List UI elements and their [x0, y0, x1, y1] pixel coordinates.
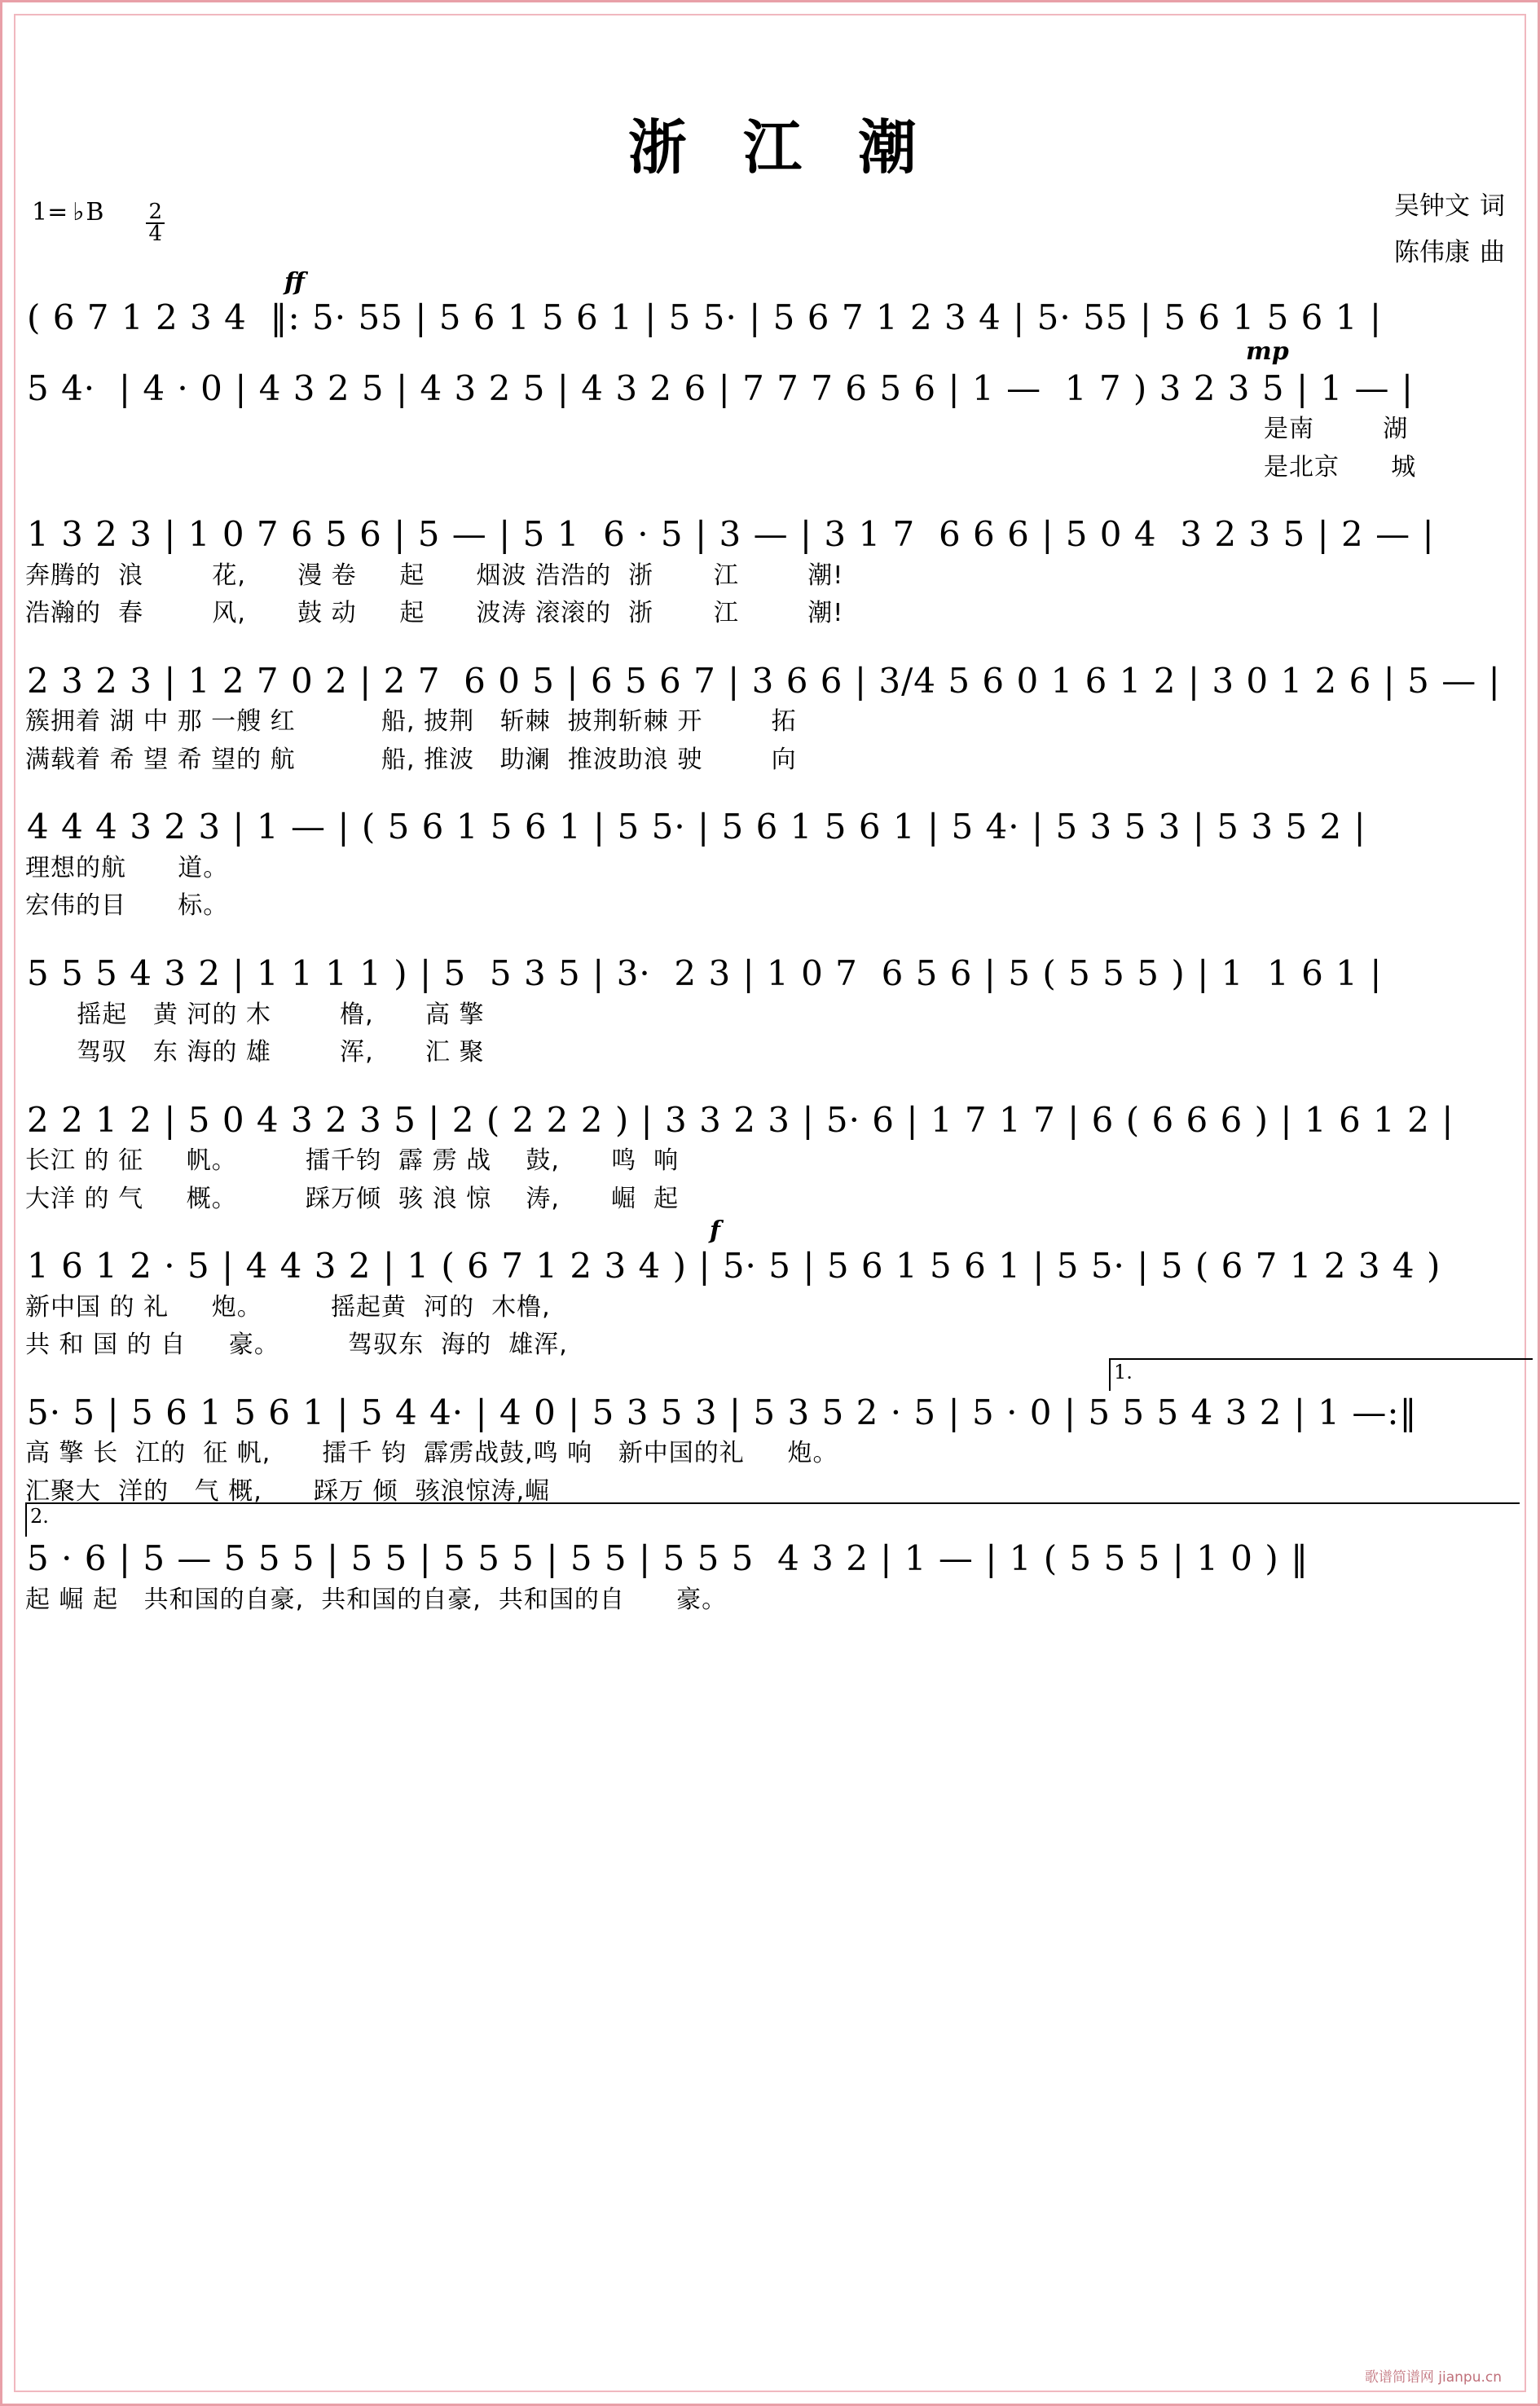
notation-line-5: 4 4 4 3 2 3 | 1 — | ( 5 6 1 5 6 1 | 5 5· | 5 6 1 5 6 1 | 5 4· | 5 3 5 3 | 5 3 5 2 | [27, 807, 1366, 847]
lyric-line-9-verse1: 高 擎 长 江的 征 帆, 擂千 钧 霹雳战鼓,鸣 响 新中国的礼 炮。 [25, 1439, 838, 1468]
lyric-line-10-verse1: 起 崛 起 共和国的自豪, 共和国的自豪, 共和国的自 豪。 [25, 1585, 728, 1614]
notation-line-6: 5 5 5 4 3 2 | 1 1 1 1 ) | 5 5 3 5 | 3· 2 3 | 1 0 7 6 5 6 | 5 ( 5 5 5 ) | 1 1 6 1 | [27, 952, 1383, 993]
lyricist-role: 词 [1480, 191, 1505, 221]
notation-line-8: 1 6 1 2 · 5 | 4 4 3 2 | 1 ( 6 7 1 2 3 4 ) | 5· 5 | 5 6 1 5 6 1 | 5 5· | 5 ( 6 7 1 2 3 4 ) [27, 1246, 1441, 1287]
meter-denominator: 4 [148, 221, 162, 246]
notation-line-4: 2 3 2 3 | 1 2 7 0 2 | 2 7 6 0 5 | 6 5 6 7 | 3 6 6 | 3/4 5 6 0 1 6 1 2 | 3 0 1 2 6 | 5 — | [27, 660, 1501, 701]
key-letter: B [86, 198, 104, 227]
meter-numerator: 2 [146, 202, 165, 224]
music-system-5 [25, 805, 1520, 926]
lyric-line-9-verse2: 汇聚大 洋的 气 概, 踩万 倾 骇浪惊涛,崛 [25, 1476, 551, 1506]
score-body [25, 268, 1520, 1624]
music-system-6 [25, 952, 1520, 1072]
credits [1394, 183, 1505, 277]
notation-line-7: 2 2 1 2 | 5 0 4 3 2 3 5 | 2 ( 2 2 2 ) | 3 3 2 3 | 5· 6 | 1 7 1 7 | 6 ( 6 6 6 ) | 1 6 1 2 | [27, 1099, 1454, 1140]
lyric-line-7-verse1: 长江 的 征 帆。 擂千钧 霹 雳 战 鼓, 鸣 响 [25, 1146, 680, 1176]
lyric-line-2-verse2: 是北京 城 [1264, 452, 1417, 482]
composer-credit [1394, 230, 1505, 276]
dynamic-f: f [710, 1216, 720, 1246]
notation-line-2: 5 4· | 4 · 0 | 4 3 2 5 | 4 3 2 5 | 4 3 2 6 | 7 7 7 6 5 6 | 1 — 1 7 ) 3 2 3 5 | 1 — | [27, 367, 1415, 408]
notation-line-10: 5 · 6 | 5 — 5 5 5 | 5 5 | 5 5 5 | 5 5 | 5 5 5 4 3 2 | 1 — | 1 ( 5 5 5 | 1 0 ) ‖ [27, 1538, 1309, 1579]
lyric-line-4-verse1: 簇拥着 湖 中 那 一艘 红 船, 披荆 斩棘 披荆斩棘 开 拓 [25, 707, 797, 737]
notation-line-9: 5· 5 | 5 6 1 5 6 1 | 5 4 4· | 4 0 | 5 3 5 3 | 5 3 5 2 · 5 | 5 · 0 | 5 5 5 4 3 2 | 1 —:‖ [27, 1392, 1418, 1432]
lyric-line-8-verse1: 新中国 的 礼 炮。 摇起黄 河的 木橹, [25, 1292, 551, 1322]
music-system-3 [25, 512, 1520, 633]
music-system-1 [25, 268, 1520, 341]
music-system-10 [25, 1505, 1520, 1619]
notation-line-1: ( 6 7 1 2 3 4 ‖: 5· 55 | 5 6 1 5 6 1 | 5 5· | 5 6 7 1 2 3 4 | 5· 55 | 5 6 1 5 6 1 | [27, 297, 1382, 337]
lyric-line-3-verse2: 浩瀚的 春 风, 鼓 动 起 波涛 滚滚的 浙 江 潮! [25, 599, 844, 628]
lyric-line-6-verse1: 摇起 黄 河的 木 橹, 高 擎 [25, 1000, 485, 1029]
lyricist-name: 吴钟文 [1394, 191, 1470, 221]
music-system-2 [25, 336, 1520, 487]
composer-name: 陈伟康 [1394, 238, 1470, 268]
lyric-line-5-verse2: 宏伟的目 标。 [25, 891, 229, 921]
volta-bracket-1: 1. [1109, 1358, 1533, 1391]
flat-symbol: ♭ [73, 198, 85, 227]
music-system-8 [25, 1216, 1520, 1365]
notation-line-3: 1 3 2 3 | 1 0 7 6 5 6 | 5 — | 5 1 6 · 5 | 3 — | 3 1 7 6 6 6 | 5 0 4 3 2 3 5 | 2 — | [27, 514, 1435, 555]
music-system-7 [25, 1098, 1520, 1219]
volta-bracket-2: 2. [25, 1502, 1520, 1537]
time-signature [146, 202, 165, 244]
lyric-line-6-verse2: 驾驭 东 海的 雄 浑, 汇 聚 [25, 1038, 485, 1067]
music-system-4 [25, 659, 1520, 780]
footer-watermark: 歌谱简谱网 jianpu.cn [1364, 2369, 1502, 2386]
dynamic-mp: mp [1246, 336, 1289, 366]
key-label: 1= [32, 198, 68, 227]
lyric-line-3-verse1: 奔腾的 浪 花, 漫 卷 起 烟波 浩浩的 浙 江 潮! [25, 561, 844, 590]
lyric-line-7-verse2: 大洋 的 气 概。 踩万倾 骇 浪 惊 涛, 崛 起 [25, 1184, 680, 1213]
lyric-line-5-verse1: 理想的航 道。 [25, 853, 229, 882]
lyricist-credit [1394, 183, 1505, 230]
dynamic-ff: ff [284, 268, 305, 297]
composer-role: 曲 [1480, 238, 1505, 268]
page-title: 浙 江 潮 [627, 112, 935, 182]
lyric-line-8-verse2: 共 和 国 的 自 豪。 驾驭东 海的 雄浑, [25, 1331, 568, 1360]
lyric-line-2-verse1: 是南 湖 [1264, 415, 1409, 444]
lyric-line-4-verse2: 满载着 希 望 希 望的 航 船, 推波 助澜 推波助浪 驶 向 [25, 745, 797, 774]
key-signature [32, 198, 165, 245]
music-system-9 [25, 1360, 1520, 1511]
